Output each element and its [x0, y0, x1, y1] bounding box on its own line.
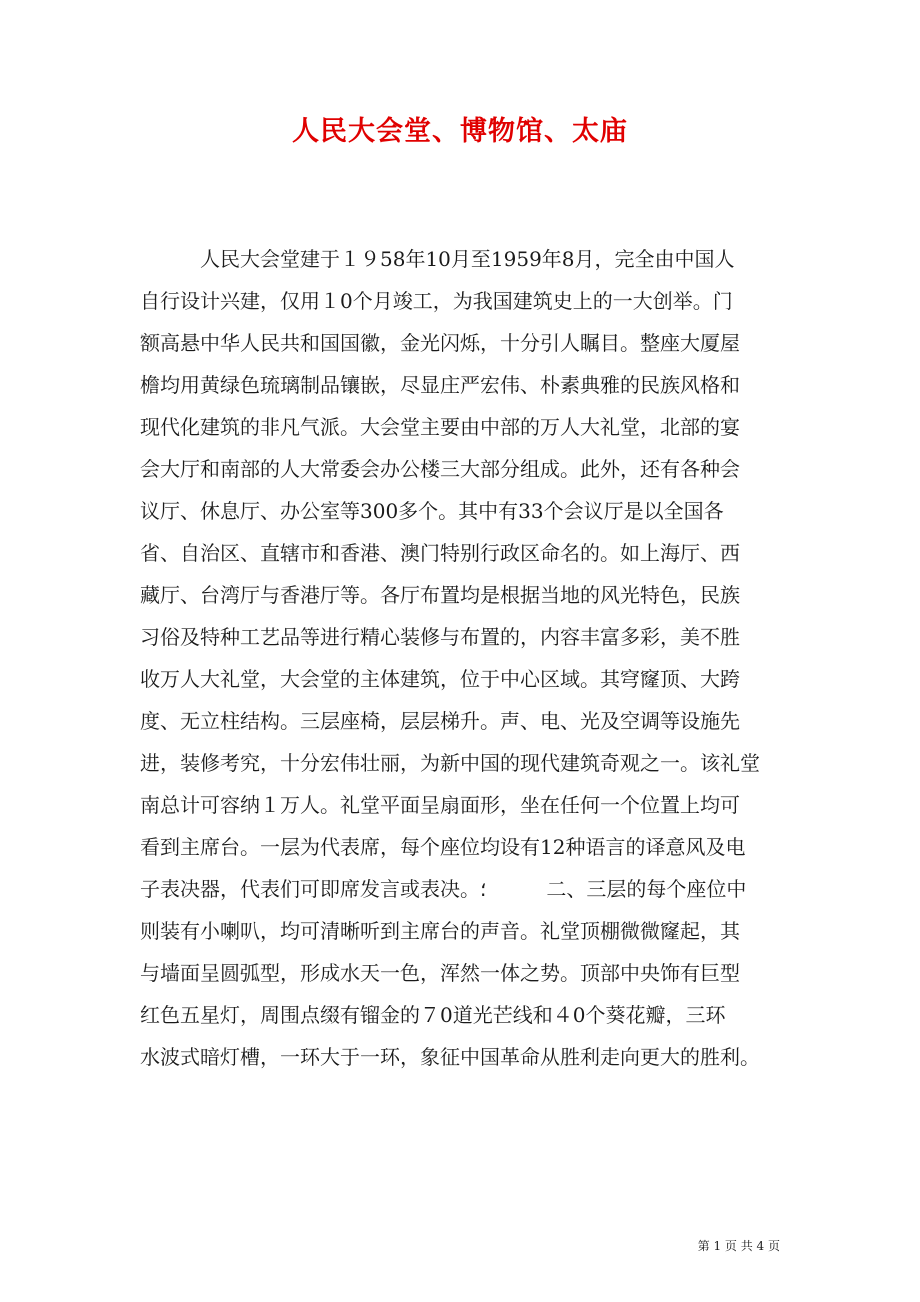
text-line: 红色五星灯，周围点缀有镏金的７0道光芒线和４0个葵花瓣，三环: [140, 1003, 726, 1027]
text-line: 额高悬中华人民共和国国徽，金光闪烁，十分引人瞩目。整座大厦屋: [140, 331, 740, 355]
text-line: 度、无立柱结构。三层座椅，层层梯升。声、电、光及空调等设施先: [140, 709, 740, 733]
text-line: 则装有小喇叭，均可清晰听到主席台的声音。礼堂顶棚微微窿起，其: [140, 919, 740, 943]
text-line: 水波式暗灯槽，一环大于一环，象征中国革命从胜利走向更大的胜利。: [140, 1045, 760, 1069]
text-line: 习俗及特种工艺品等进行精心装修与布置的，内容丰富多彩，美不胜: [140, 625, 740, 649]
text-line: 现代化建筑的非凡气派。大会堂主要由中部的万人大礼堂，北部的宴: [140, 415, 740, 439]
text-line: 省、自治区、直辖市和香港、澳门特别行政区命名的。如上海厅、西: [140, 541, 740, 565]
body-paragraph: [140, 238, 780, 1078]
text-line: 子表决器，代表们可即席发言或表决。؛ 二、三层的每个座位中: [140, 877, 747, 901]
text-line: 会大厅和南部的人大常委会办公楼三大部分组成。此外，还有各种会: [140, 457, 740, 481]
text-line: 檐均用黄绿色琉璃制品镶嵌，尽显庄严宏伟、朴素典雅的民族风格和: [140, 373, 740, 397]
text-line: 进，装修考究，十分宏伟壮丽，为新中国的现代建筑奇观之一。该礼堂: [140, 751, 760, 775]
text-line: 人民大会堂建于１９58年10月至1959年8月，完全由中国人: [200, 247, 735, 271]
text-line: 与墙面呈圆弧型，形成水天一色，浑然一体之势。顶部中央饰有巨型: [140, 961, 740, 985]
text-line: 藏厅、台湾厅与香港厅等。各厅布置均是根据当地的风光特色，民族: [140, 583, 740, 607]
text-line: 看到主席台。一层为代表席，每个座位均设有12种语言的译意风及电: [140, 835, 746, 859]
text-line: 议厅、休息厅、办公室等300多个。其中有33个会议厅是以全国各: [140, 499, 724, 523]
text-line: 自行设计兴建，仅用１0个月竣工，为我国建筑史上的一大创举。门: [140, 289, 733, 313]
page-number: 第 1 页 共 4 页: [697, 1239, 780, 1253]
document-title: 人民大会堂、博物馆、太庙: [292, 116, 628, 147]
text-line: 南总计可容纳１万人。礼堂平面呈扇面形，坐在任何一个位置上均可: [140, 793, 740, 817]
text-line: 收万人大礼堂，大会堂的主体建筑，位于中心区域。其穹窿顶、大跨: [140, 667, 740, 691]
